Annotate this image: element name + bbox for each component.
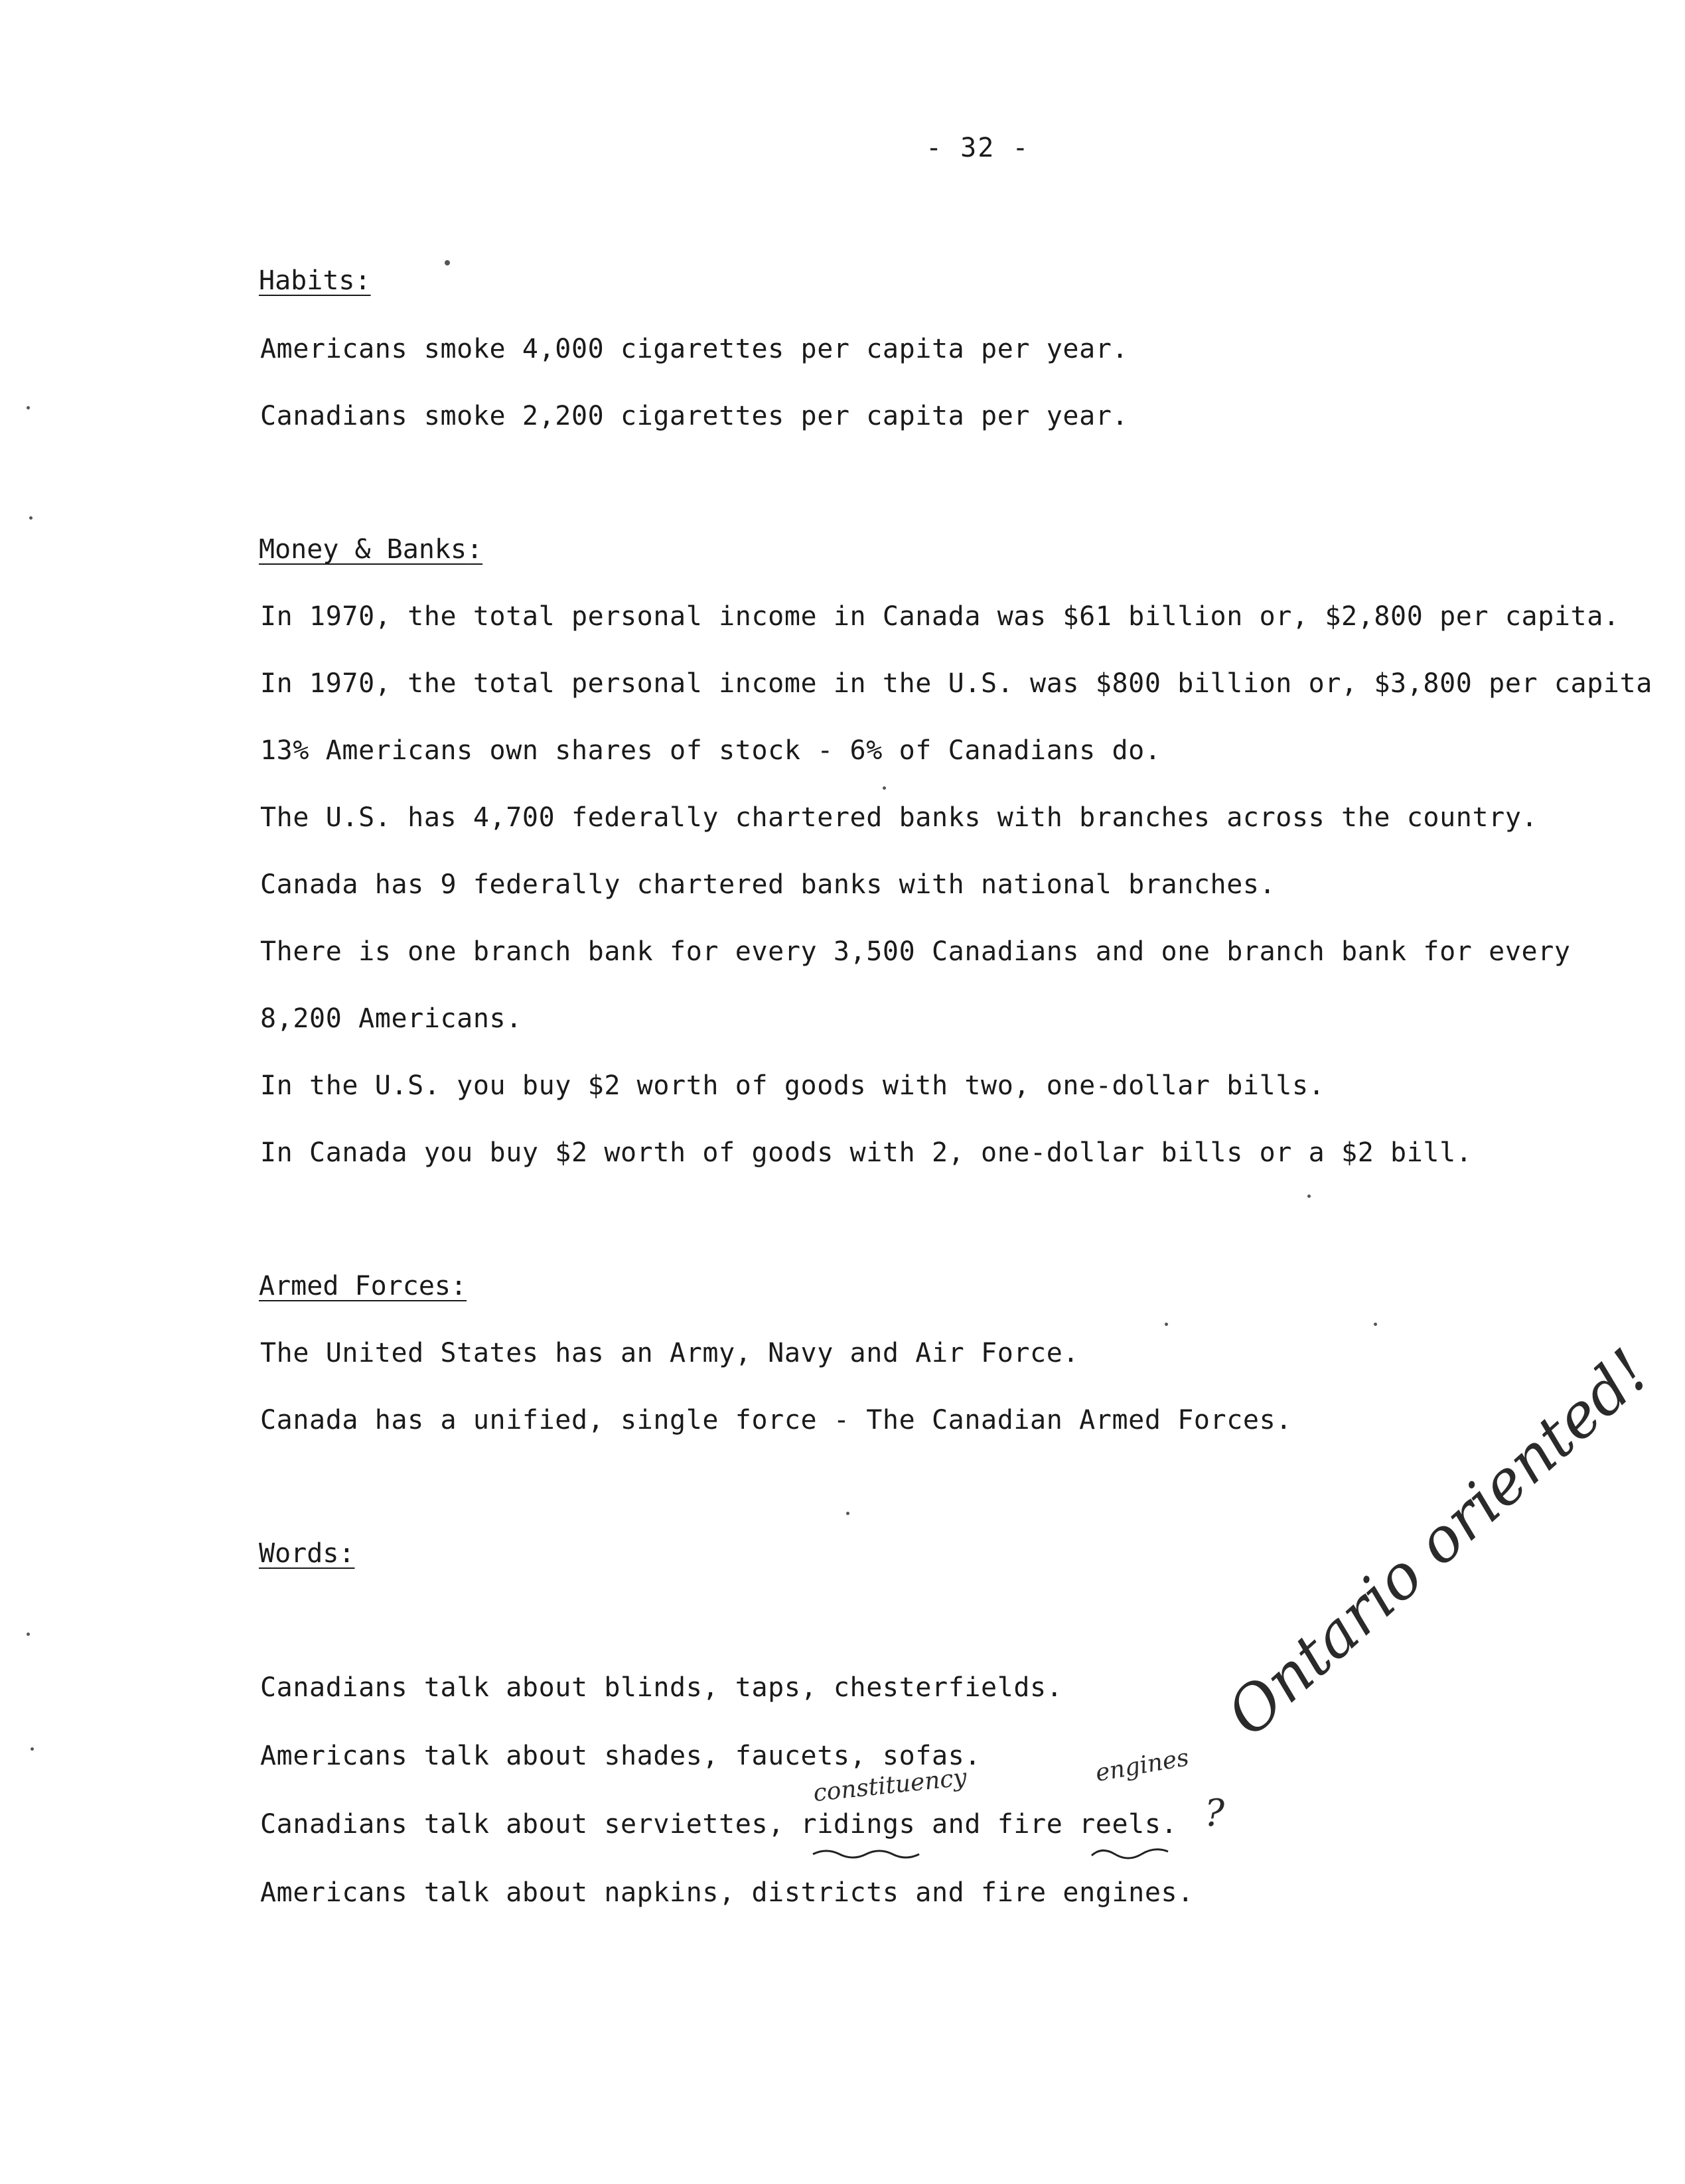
scan-speck <box>1307 1195 1311 1198</box>
money-line-2: In 1970, the total personal income in the U.S. was $800 billion or, $3,800 per capita <box>260 668 1652 699</box>
scan-speck <box>29 516 33 520</box>
words-line-2: Americans talk about shades, faucets, sofas. <box>260 1741 982 1771</box>
habits-line-2: Canadians smoke 2,200 cigarettes per capita per year. <box>260 401 1129 431</box>
section-heading-armed-forces: Armed Forces: <box>259 1271 467 1301</box>
scan-speck <box>27 1633 30 1636</box>
money-line-9: In Canada you buy $2 worth of goods with 2, one-dollar bills or a $2 bill. <box>260 1137 1473 1168</box>
handwritten-underline-ridings <box>810 1844 942 1863</box>
handwritten-underline-reels <box>1088 1844 1181 1863</box>
armed-forces-line-1: The United States has an Army, Navy and Air Force. <box>260 1338 1080 1368</box>
handwritten-margin-note: Ontario oriented! <box>1213 1335 1663 1750</box>
section-heading-habits: Habits: <box>259 265 371 296</box>
scan-speck <box>27 406 30 409</box>
words-line-4: Americans talk about napkins, districts and fire engines. <box>260 1877 1194 1908</box>
scan-speck <box>445 260 450 265</box>
scan-speck <box>1374 1323 1377 1326</box>
armed-forces-line-2: Canada has a unified, single force - The Canadian Armed Forces. <box>260 1405 1292 1435</box>
money-line-3: 13% Americans own shares of stock - 6% of Canadians do. <box>260 735 1161 766</box>
handwritten-constituency: constituency <box>812 1763 968 1808</box>
section-heading-money-banks: Money & Banks: <box>259 534 483 565</box>
money-line-7: 8,200 Americans. <box>260 1003 522 1034</box>
money-line-4: The U.S. has 4,700 federally chartered banks with branches across the country. <box>260 802 1538 833</box>
scan-speck <box>31 1747 34 1751</box>
money-line-1: In 1970, the total personal income in Canada was $61 billion or, $2,800 per capita. <box>260 601 1620 632</box>
habits-line-1: Americans smoke 4,000 cigarettes per capita per year. <box>260 334 1129 364</box>
scan-speck <box>1165 1323 1168 1326</box>
scan-speck <box>883 786 886 790</box>
scan-speck <box>846 1512 849 1515</box>
words-line-1: Canadians talk about blinds, taps, chesterfields. <box>260 1672 1063 1703</box>
words-line-3: Canadians talk about serviettes, ridings and fire reels. <box>260 1809 1178 1840</box>
page-number: - 32 - <box>926 133 1030 163</box>
money-line-6: There is one branch bank for every 3,500 Canadians and one branch bank for every <box>260 936 1571 967</box>
money-line-8: In the U.S. you buy $2 worth of goods with two, one-dollar bills. <box>260 1070 1325 1101</box>
handwritten-engines: engines <box>1093 1743 1191 1788</box>
handwritten-question-mark: ? <box>1205 1792 1225 1835</box>
money-line-5: Canada has 9 federally chartered banks with national branches. <box>260 869 1276 900</box>
section-heading-words: Words: <box>259 1538 355 1569</box>
